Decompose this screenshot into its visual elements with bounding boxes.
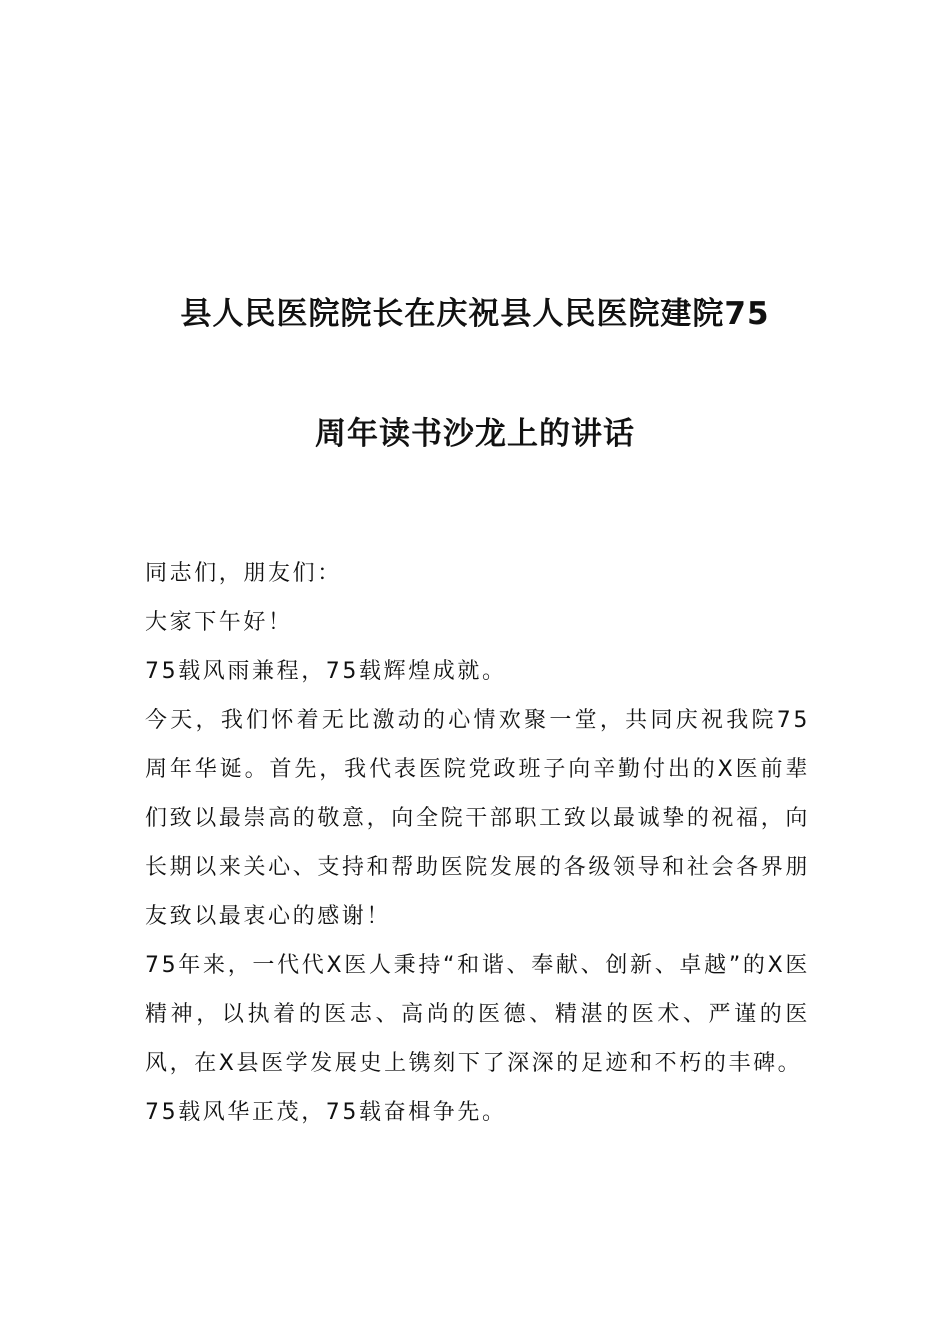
document-title-line-2: 周年读书沙龙上的讲话 — [315, 416, 635, 452]
greeting: 大家下午好！ — [145, 610, 293, 635]
body-paragraph: 今天，我们怀着无比激动的心情欢聚一堂，共同庆祝我院75周年华诞。首先，我代表医院党政班子向辛勤付出的X医前辈们致以最崇高的敬意，向全院干部职工致以最诚挚的祝福，向长期以来关心、支持和帮助医院发展的各级领导和社会各界朋友致以最衷心的感谢！ — [145, 708, 810, 929]
body-paragraph: 75载风雨兼程，75载辉煌成就。 — [145, 659, 507, 684]
document-title-line-1: 县人民医院院长在庆祝县人民医院建院75 — [180, 296, 770, 332]
salutation: 同志们，朋友们： — [145, 561, 342, 586]
body-paragraph: 75年来，一代代X医人秉持“和谐、奉献、创新、卓越”的X医精神，以执着的医志、高尚的医德、精湛的医术、严谨的医风，在X县医学发展史上镌刻下了深深的足迹和不朽的丰碑。 — [145, 953, 810, 1076]
body-paragraph: 75载风华正茂，75载奋楫争先。 — [145, 1100, 507, 1125]
document-body — [145, 549, 810, 1137]
